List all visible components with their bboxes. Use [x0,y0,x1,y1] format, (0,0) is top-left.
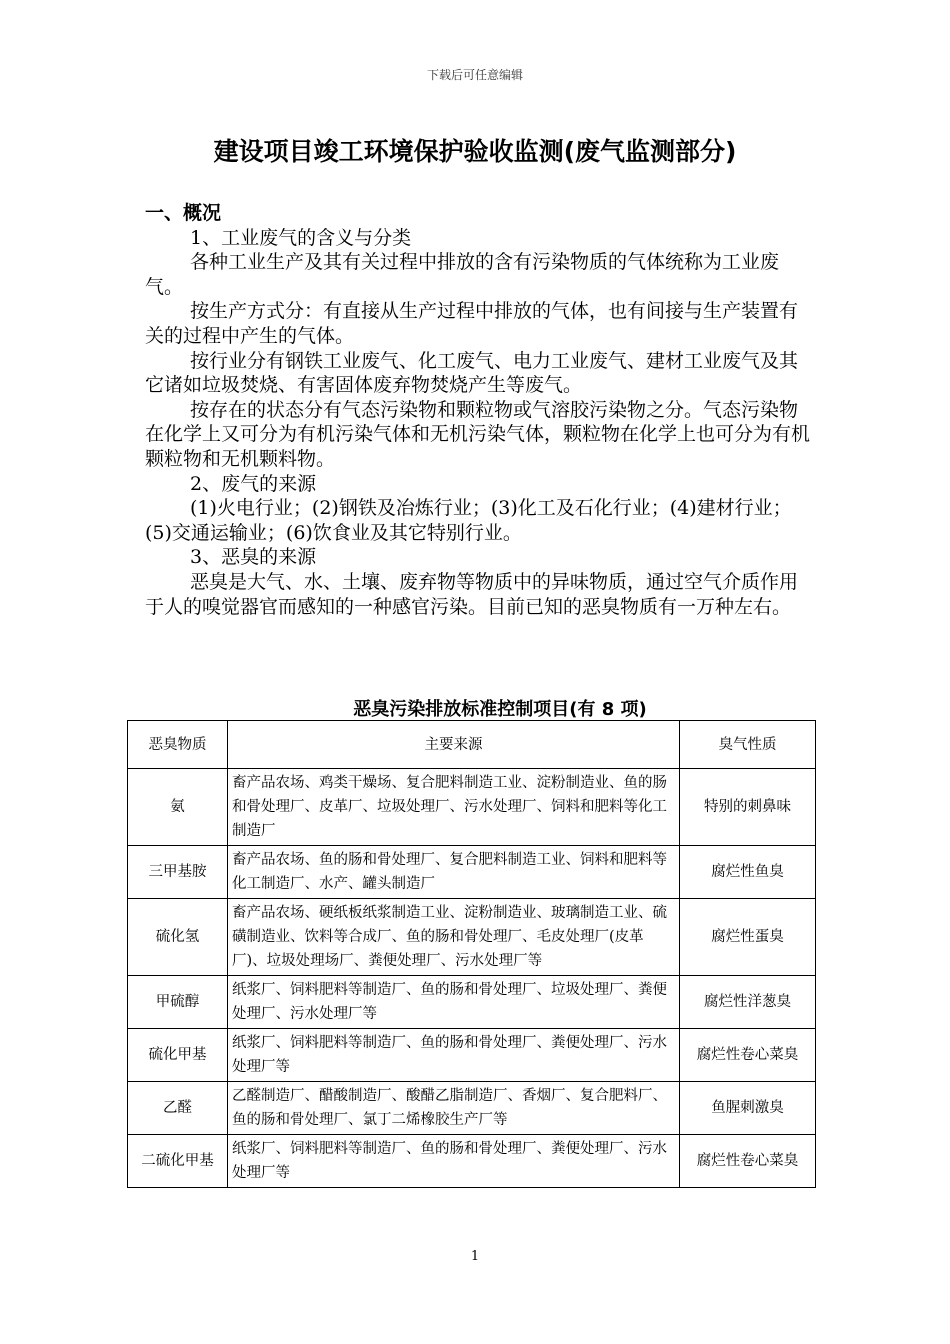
table-row [128,899,816,976]
source-cell: 乙醛制造厂、醋酸制造厂、酸醋乙脂制造厂、香烟厂、复合肥料厂、鱼的肠和骨处理厂、氯丁二烯橡胶生产厂等 [228,1082,680,1135]
source-cell: 畜产品农场、鱼的肠和骨处理厂、复合肥料制造工业、饲料和肥料等化工制造厂、水产、罐头制造厂 [228,846,680,899]
table-row [128,769,816,846]
substance-cell: 乙醛 [128,1082,228,1135]
substance-cell: 甲硫醇 [128,976,228,1029]
substance-cell: 三甲基胺 [128,846,228,899]
overview-section [145,201,810,619]
odor-cell: 腐烂性蛋臭 [680,899,816,976]
odor-cell: 腐烂性鱼臭 [680,846,816,899]
paragraph: 各种工业生产及其有关过程中排放的含有污染物质的气体统称为工业废气。 [145,251,780,298]
header-substance: 恶臭物质 [128,721,228,769]
subsection-title-1: 1、工业废气的含义与分类 [190,226,412,249]
table-row [128,1082,816,1135]
table-row [128,1135,816,1188]
table-row [128,976,816,1029]
table-title: 恶臭污染排放标准控制项目(有 8 项) [353,699,647,720]
odor-cell: 腐烂性洋葱臭 [680,976,816,1029]
odor-control-table [127,720,816,1188]
subsection-title-3: 3、恶臭的来源 [190,546,317,569]
paragraph: 按生产方式分：有直接从生产过程中排放的气体，也有间接与生产装置有关的过程中产生的气体。 [145,300,799,347]
source-cell: 纸浆厂、饲料肥料等制造厂、鱼的肠和骨处理厂、垃圾处理厂、粪便处理厂、污水处理厂等 [228,976,680,1029]
odor-cell: 腐烂性卷心菜臭 [680,1135,816,1188]
header-odor-nature: 臭气性质 [680,721,816,769]
substance-cell: 二硫化甲基 [128,1135,228,1188]
source-cell: 纸浆厂、饲料肥料等制造厂、鱼的肠和骨处理厂、粪便处理厂、污水处理厂等 [228,1029,680,1082]
paragraph: (1)火电行业；(2)钢铁及冶炼行业；(3)化工及石化行业；(4)建材行业；(5)交通运输业；(6)饮食业及其它特别行业。 [145,497,792,544]
odor-cell: 特别的刺鼻味 [680,769,816,846]
source-cell: 畜产品农场、鸡类干燥场、复合肥料制造工业、淀粉制造业、鱼的肠和骨处理厂、皮革厂、垃圾处理厂、污水处理厂、饲料和肥料等化工制造厂 [228,769,680,846]
table-row [128,1029,816,1082]
header-note: 下载后可任意编辑 [426,68,523,82]
paragraph: 恶臭是大气、水、土壤、废弃物等物质中的异味物质，通过空气介质作用于人的嗅觉器官而感知的一种感官污染。目前已知的恶臭物质有一万种左右。 [145,570,799,618]
table-row [128,846,816,899]
source-cell: 畜产品农场、硬纸板纸浆制造工业、淀粉制造业、玻璃制造工业、硫磺制造业、饮料等合成厂、鱼的肠和骨处理厂、毛皮处理厂(皮革厂)、垃圾处理场厂、粪便处理厂、污水处理厂等 [228,899,680,976]
odor-cell: 腐烂性卷心菜臭 [680,1029,816,1082]
substance-cell: 硫化氢 [128,899,228,976]
paragraph: 按行业分有钢铁工业废气、化工废气、电力工业废气、建材工业废气及其它诸如垃圾焚烧、有害固体废弃物焚烧产生等废气。 [145,349,799,397]
odor-cell: 鱼腥刺激臭 [680,1082,816,1135]
substance-cell: 氨 [128,769,228,846]
paragraph: 按存在的状态分有气态污染物和颗粒物或气溶胶污染物之分。气态污染物在化学上又可分为有机污染气体和无机污染气体，颗粒物在化学上也可分为有机颗粒物和无机颗料物。 [145,398,811,470]
document-title: 建设项目竣工环境保护验收监测(废气监测部分) [213,137,737,166]
table-header-row [128,721,816,769]
subsection-title-2: 2、废气的来源 [190,472,317,495]
source-cell: 纸浆厂、饲料肥料等制造厂、鱼的肠和骨处理厂、粪便处理厂、污水处理厂等 [228,1135,680,1188]
section-heading: 一、概况 [145,202,222,224]
page-number: 1 [470,1249,480,1264]
substance-cell: 硫化甲基 [128,1029,228,1082]
header-source: 主要来源 [228,721,680,769]
